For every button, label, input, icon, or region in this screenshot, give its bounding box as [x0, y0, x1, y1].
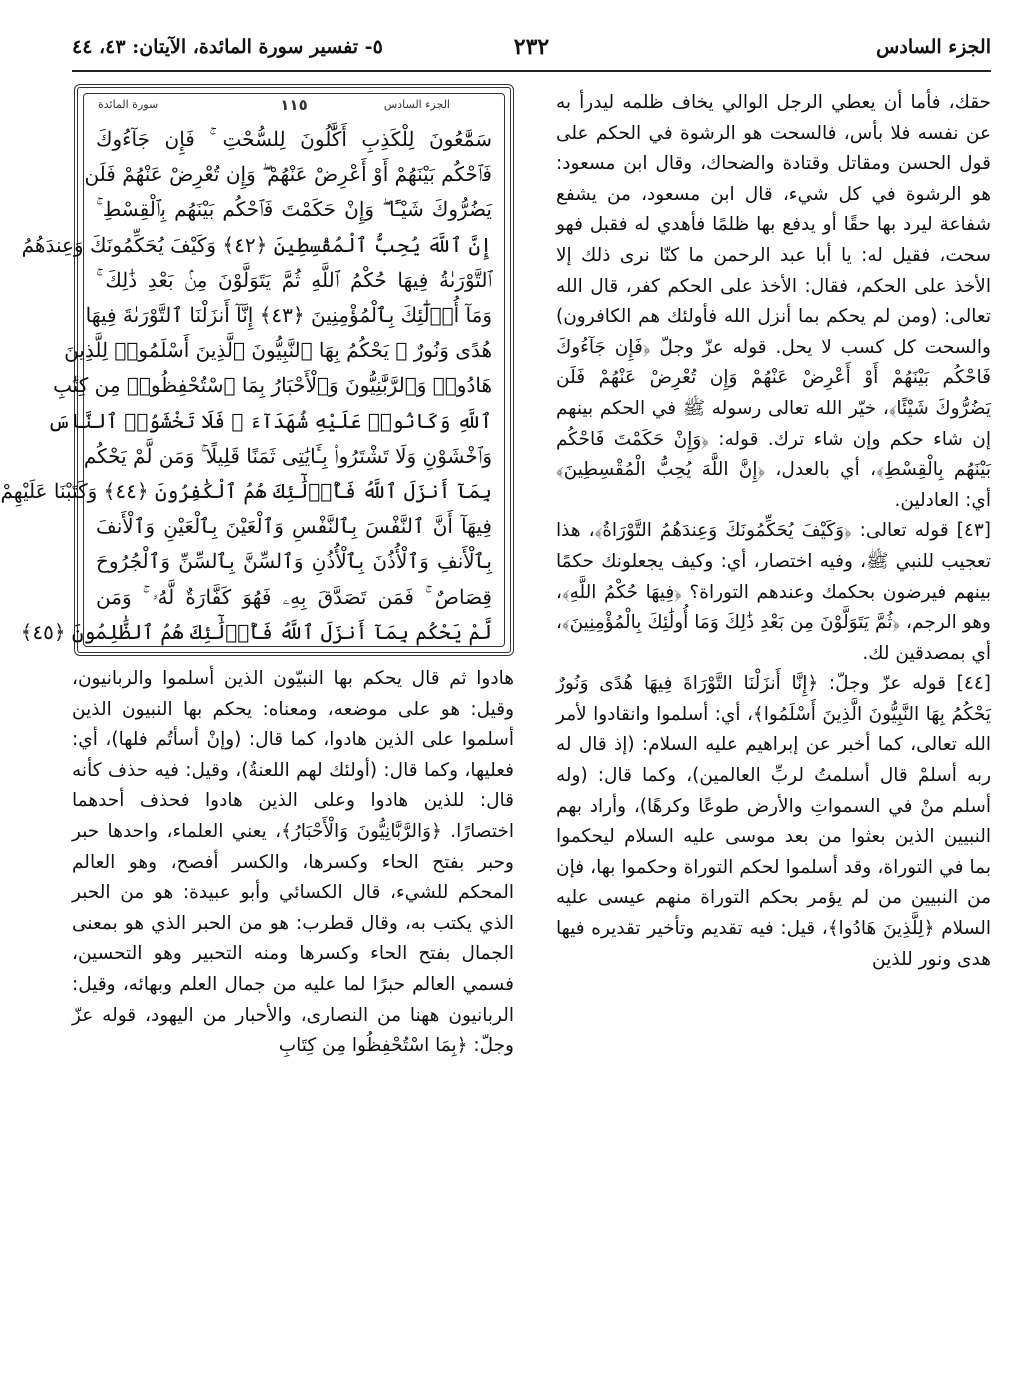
mushaf-page-number: ١١٥	[280, 96, 308, 114]
mushaf-page-header	[98, 94, 490, 116]
verse-line: ٱللَّهِ وَكَانُوا۟ عَلَيْهِ شُهَدَآءَ ۚ فَلَا تَخْشَوُا۟ ٱلنَّاسَ	[47, 408, 492, 433]
page-header	[72, 30, 991, 72]
mushaf-juz-label: الجزء السادس	[383, 98, 450, 111]
right-paragraph: حقك، فأما أن يعطي الرجل الوالي يخاف ظلمه ليدرأ به عن نفسه فلا بأس، فالسحت هو الرشوة في الحكم على قول الحسن ومقاتل وقتادة والضحاك، وقال ابن مسعود: هو الرشوة في كل شيء، قال ابن مسعود، من يشفع شفاعة ليرد بها حقًا أو يدفع بها ظلمًا فأهدي له فقبل فهو سحت، فقيل له: يا أبا عبد الرحمن ما كنّا نرى ذلك إلا الأخذ على الحكم، فقال: الأخذ على الحكم كفر، قال الله تعالى: (ومن لم يحكم بما أنزل الله فأولئك هم الكافرون) والسحت كل كسب لا يحل. قوله عزّ وجلّ ﴿فَإِن جَآءُوكَ فَاحْكُم بَيْنَهُمْ أَوْ أَعْرِضْ عَنْهُمْ وَإِن تُعْرِضْ عَنْهُمْ فَلَن يَضُرُّوكَ شَيْئًا﴾، خيّر الله تعالى رسوله ﷺ في الحكم بينهم إن شاء حكم وإن شاء ترك. قوله: ﴿وَإِنْ حَكَمْتَ فَاحْكُم بَيْنَهُم بِالْقِسْطِ﴾، أي بالعدل، ﴿إِنَّ اللَّهَ يُحِبُّ الْمُقْسِطِينَ﴾ أي: العادلين.	[556, 92, 991, 511]
verse-line: إِنَّ ٱللَّهَ يُحِبُّ ٱلْمُقْسِطِينَ ﴿٤٢﴾ وَكَيْفَ يُحَكِّمُونَكَ وَعِندَهُمُ	[21, 232, 492, 257]
mushaf-surah-label: سورة المائدة	[98, 98, 159, 111]
verse-line: هُدًى وَنُورٌ ۚ يَحْكُمُ بِهَا ٱلنَّبِيُّونَ ٱلَّذِينَ أَسْلَمُوا۟ لِلَّذِينَ	[64, 338, 492, 363]
verse-line: يَضُرُّوكَ شَيْـًٔا ۖ وَإِنْ حَكَمْتَ فَٱحْكُم بَيْنَهُم بِٱلْقِسْطِ ۚ	[96, 197, 492, 222]
verse-text	[0, 122, 492, 650]
right-column	[556, 88, 991, 975]
running-title: ٥- تفسير سورة المائدة، الآيتان: ٤٣، ٤٤	[72, 36, 383, 58]
verse-line: لَّمْ يَحْكُم بِمَآ أَنزَلَ ٱللَّهُ فَأُو۟لَٰٓئِكَ هُمُ ٱلظَّٰلِمُونَ ﴿٤٥﴾	[20, 619, 492, 644]
left-paragraph: هادوا ثم قال يحكم بها النبيّون الذين أسلموا والربانيون، وقيل: هو على موضعه، ومعناه: يحكم بها النبيون الذين أسلموا على الذين هادوا، كما قال: (وإنْ أسأتُم فلها)، أي: فعليها، وكما قال: (أولئك لهم اللعنةُ)، وقيل: فيه حذف كأنه قال: للذين هادوا وعلى الذين هادوا فحذف أحدهما اختصارًا. ﴿وَالرَّبَّانِيُّونَ وَالْأَحْبَارُ﴾، يعني العلماء، واحدها حبر وحبر بفتح الحاء وكسرها، والكسر أفصح، وهو العالم المحكم للشيء، قال الكسائي وأبو عبيدة: هو من الحبر الذي يكتب به، وقال قطرب: هو من الحبر الذي هو بمعنى الجمال بفتح الحاء وكسرها ومنه التحبير وهو التحسين، فسمي العالم حبرًا لما عليه من جمال العلم وبهائه، وقيل: الربانيون ههنا من النصارى، والأحبار من اليهود، قوله عزّ وجلّ: ﴿بِمَا اسْتُحْفِظُوا مِن كِتَابِ	[72, 668, 514, 1057]
right-paragraph: [٤٤] قوله عزّ وجلّ: ﴿إِنَّا أَنزَلْنَا التَّوْرَاةَ فِيهَا هُدًى وَنُورٌ يَحْكُمُ بِهَا النَّبِيُّونَ الَّذِينَ أَسْلَمُوا﴾، أي: أسلموا وانقادوا لأمر الله تعالى، كما أخبر عن إبراهيم عليه السلام: (إذ قال له ربه أسلمْ قال أسلمتُ لربِّ العالمين)، وكما قال: (وله أسلم منْ في السمواتِ والأرض طوعًا وكرهًا)، وأراد بهم النبيين الذين بعثوا من بعد موسى عليه السلام ليحكموا بما في التوراة، وقد أسلموا لحكم التوراة وحكموا بها، فإن من النبيين من لم يؤمر بحكم التوراة منهم عيسى عليه السلام ﴿لِلَّذِينَ هَادُوا﴾، قيل: فيه تقديم وتأخير تقديره فيها هدى ونور للذين	[556, 673, 991, 970]
verse-line: قِصَاصٌ ۚ فَمَن تَصَدَّقَ بِهِۦ فَهُوَ كَفَّارَةٌ لَّهُۥ ۚ وَمَن	[96, 584, 492, 609]
verse-line: بِمَآ أَنزَلَ ٱللَّهُ فَأُو۟لَٰٓئِكَ هُمُ ٱلْكَٰفِرُونَ ﴿٤٤﴾ وَكَتَبْنَا عَلَيْهِمْ	[0, 479, 492, 504]
verse-line: فِيهَآ أَنَّ ٱلنَّفْسَ بِٱلنَّفْسِ وَٱلْعَيْنَ بِٱلْعَيْنِ وَٱلْأَنفَ	[96, 514, 492, 539]
verse-line: هَادُوا۟ وَٱلرَّبَّٰنِيُّونَ وَٱلْأَحْبَارُ بِمَا ٱسْتُحْفِظُوا۟ مِن كِتَٰبِ	[53, 373, 492, 398]
verse-line: وَٱخْشَوْنِ وَلَا تَشْتَرُوا۟ بِـَٔايَٰتِى ثَمَنًا قَلِيلًا ۚ وَمَن لَّمْ يَحْكُم	[83, 443, 492, 468]
verse-line: سَمَّٰعُونَ لِلْكَذِبِ أَكَّٰلُونَ لِلسُّحْتِ ۚ فَإِن جَآءُوكَ	[96, 127, 492, 151]
page-number: ٢٣٢	[513, 34, 550, 60]
verse-line: فَٱحْكُم بَيْنَهُمْ أَوْ أَعْرِضْ عَنْهُمْ ۖ وَإِن تُعْرِضْ عَنْهُمْ فَلَن	[84, 162, 492, 187]
verse-line: ٱلتَّوْرَىٰةُ فِيهَا حُكْمُ ٱللَّهِ ثُمَّ يَتَوَلَّوْنَ مِنۢ بَعْدِ ذَٰلِكَ ۚ	[96, 267, 492, 292]
verse-line: وَمَآ أُو۟لَٰٓئِكَ بِٱلْمُؤْمِنِينَ ﴿٤٣﴾ إِنَّآ أَنزَلْنَا ٱلتَّوْرَىٰةَ فِيهَا	[85, 303, 492, 328]
quran-verse-frame	[0, 84, 514, 656]
left-column	[72, 664, 514, 1062]
verse-line: بِٱلْأَنفِ وَٱلْأُذُنَ بِٱلْأُذُنِ وَٱلسِّنَّ بِٱلسِّنِّ وَٱلْجُرُوحَ	[96, 549, 492, 574]
right-paragraph: [٤٣] قوله تعالى: ﴿وَكَيْفَ يُحَكِّمُونَكَ وَعِندَهُمُ التَّوْرَاةُ﴾، هذا تعجيب للنبي ﷺ، وفيه اختصار، أي: وكيف يجعلونك حكمًا بينهم فيرضون بحكمك وعندهم التوراة؟ ﴿فِيهَا حُكْمُ اللَّهِ﴾، وهو الرجم، ﴿ثُمَّ يَتَوَلَّوْنَ مِن بَعْدِ ذَٰلِكَ وَمَا أُولَٰئِكَ بِالْمُؤْمِنِينَ﴾، أي بمصدقين لك.	[556, 520, 991, 664]
juz-label: الجزء السادس	[876, 36, 991, 58]
